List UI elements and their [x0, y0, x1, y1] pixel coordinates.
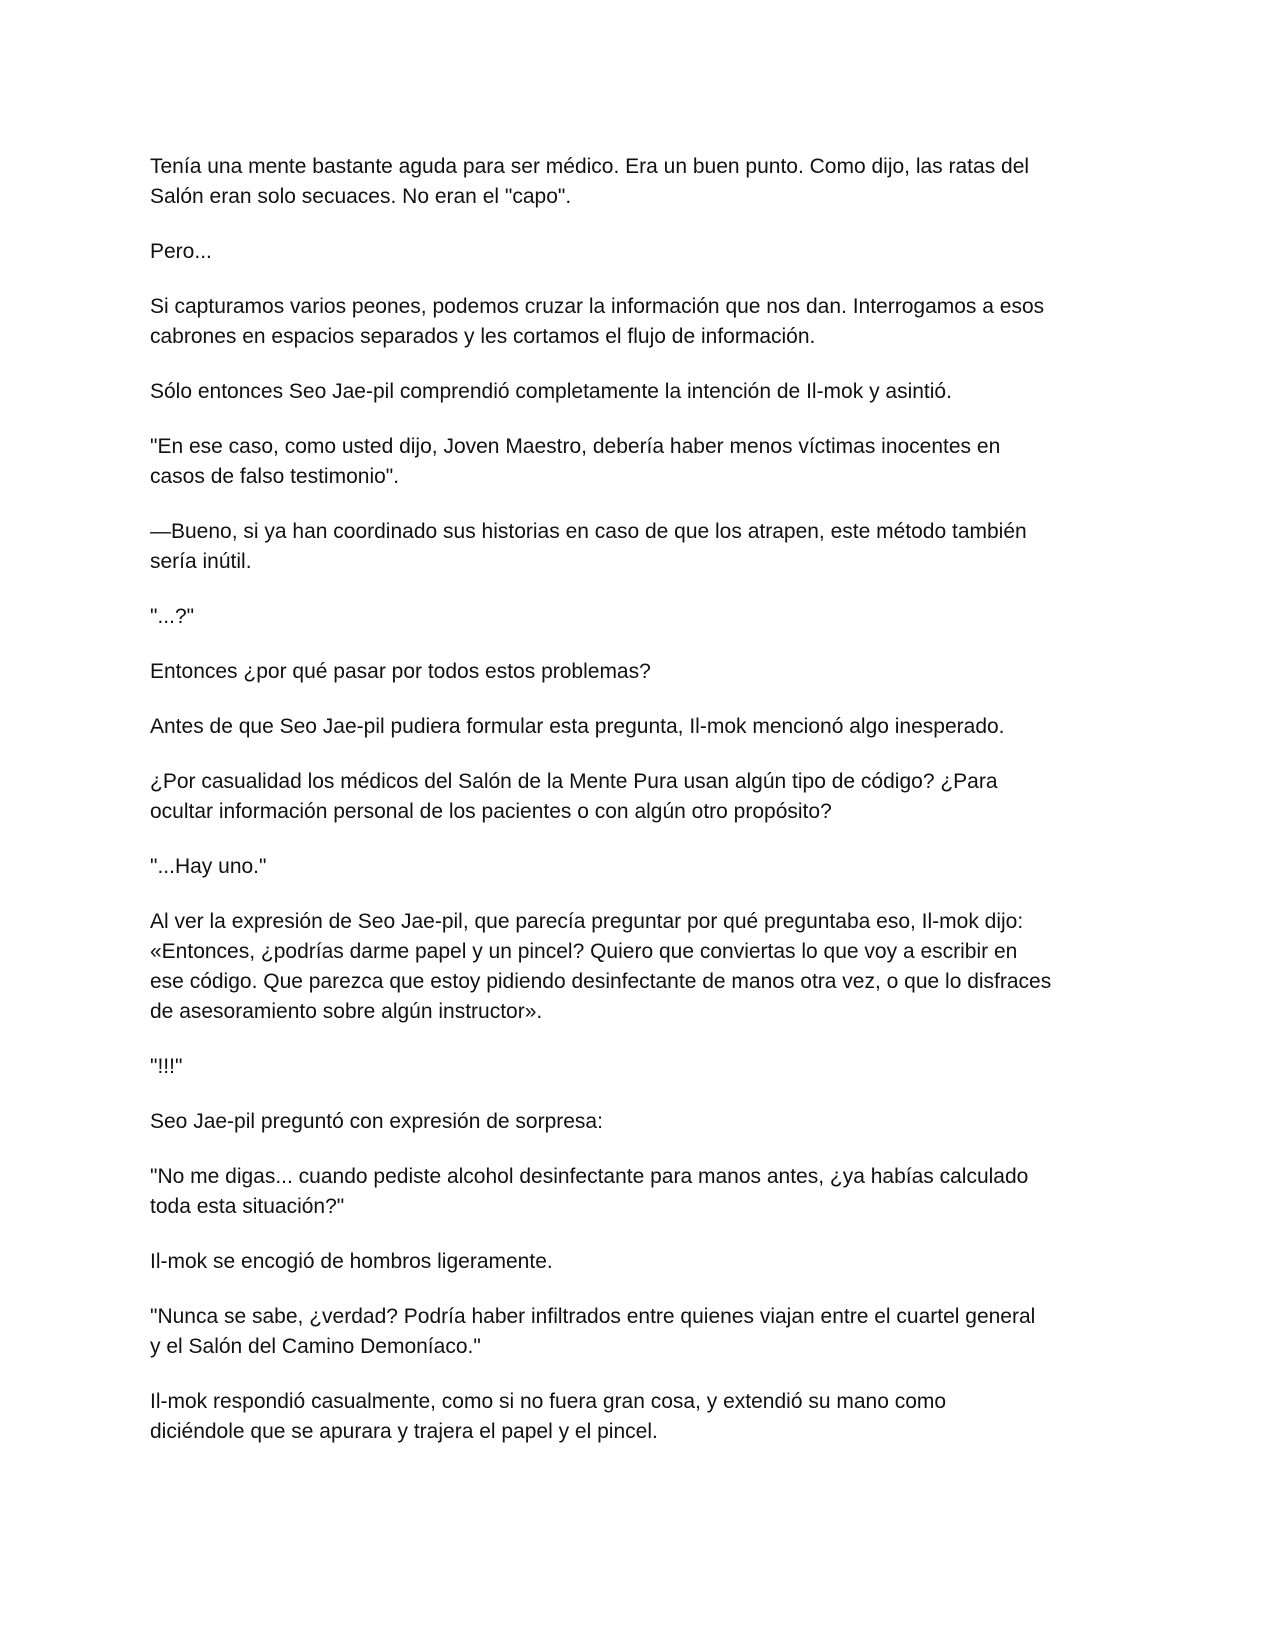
paragraph-14: Seo Jae-pil preguntó con expresión de sorpresa: — [150, 1110, 603, 1133]
document-body — [150, 152, 1130, 1472]
paragraph-5: "En ese caso, como usted dijo, Joven Maestro, debería haber menos víctimas inocentes en casos de falso testimonio". — [150, 435, 1001, 488]
paragraph-3: Si capturamos varios peones, podemos cruzar la información que nos dan. Interrogamos a esos cabrones en espacios separados y les cortamos el flujo de información. — [150, 295, 1045, 348]
paragraph-12: Al ver la expresión de Seo Jae-pil, que parecía preguntar por qué preguntaba eso, Il-mok dijo: «Entonces, ¿podrías darme papel y un pincel? Quiero que conviertas lo que voy a escribir en ese código. Que parezca que estoy pidiendo desinfectante de manos otra vez, o que lo disfraces de asesoramiento sobre algún instructor». — [150, 910, 1052, 1023]
paragraph-2: Pero... — [150, 240, 212, 263]
paragraph-10: ¿Por casualidad los médicos del Salón de la Mente Pura usan algún tipo de código? ¿Para ocultar información personal de los pacientes o con algún otro propósito? — [150, 770, 998, 823]
paragraph-16: Il-mok se encogió de hombros ligeramente. — [150, 1250, 553, 1273]
paragraph-9: Antes de que Seo Jae-pil pudiera formular esta pregunta, Il-mok mencionó algo inesperado. — [150, 715, 1005, 738]
paragraph-13: "!!!" — [150, 1055, 183, 1078]
paragraph-6: —Bueno, si ya han coordinado sus historias en caso de que los atrapen, este método también sería inútil. — [150, 520, 1027, 573]
paragraph-4: Sólo entonces Seo Jae-pil comprendió completamente la intención de Il-mok y asintió. — [150, 380, 952, 403]
paragraph-7: "...?" — [150, 605, 195, 628]
paragraph-15: "No me digas... cuando pediste alcohol desinfectante para manos antes, ¿ya habías calculado toda esta situación?" — [150, 1165, 1029, 1218]
paragraph-11: "...Hay uno." — [150, 855, 267, 878]
paragraph-8: Entonces ¿por qué pasar por todos estos problemas? — [150, 660, 651, 683]
paragraph-17: "Nunca se sabe, ¿verdad? Podría haber infiltrados entre quienes viajan entre el cuartel general y el Salón del Camino Demoníaco." — [150, 1305, 1036, 1358]
paragraph-1: Tenía una mente bastante aguda para ser médico. Era un buen punto. Como dijo, las ratas del Salón eran solo secuaces. No eran el "capo". — [150, 155, 1030, 208]
paragraph-18: Il-mok respondió casualmente, como si no fuera gran cosa, y extendió su mano como diciéndole que se apurara y trajera el papel y el pincel. — [150, 1390, 947, 1443]
